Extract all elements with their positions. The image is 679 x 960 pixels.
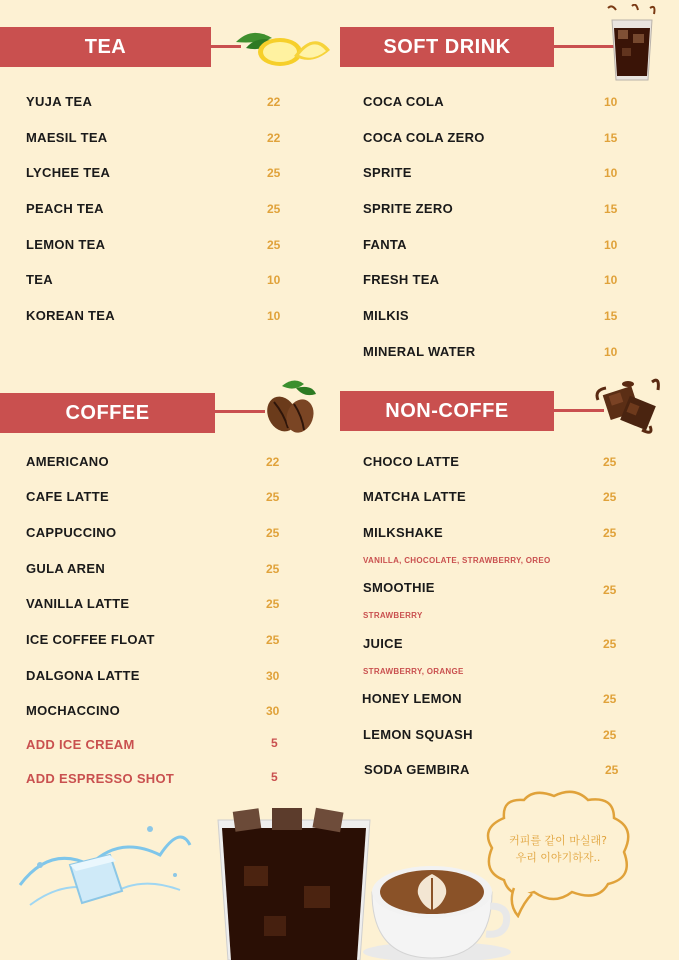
item-price: 22 bbox=[267, 95, 281, 109]
list-item: FANTA bbox=[363, 237, 407, 252]
list-item: PEACH TEA bbox=[26, 201, 104, 216]
item-price: 30 bbox=[266, 669, 280, 683]
item-price: 10 bbox=[604, 273, 618, 287]
speech-bubble-text bbox=[493, 832, 623, 866]
list-item: VANILLA LATTE bbox=[26, 596, 130, 611]
milkshake-flavors: VANILLA, CHOCOLATE, STRAWBERRY, OREO bbox=[363, 556, 551, 565]
cola-glass-icon bbox=[602, 4, 662, 84]
item-price: 15 bbox=[604, 309, 618, 323]
list-item: LEMON SQUASH bbox=[363, 727, 473, 742]
list-item: MOCHACCINO bbox=[26, 703, 120, 718]
item-price: 22 bbox=[266, 455, 280, 469]
list-item: CAPPUCCINO bbox=[26, 525, 117, 540]
list-item: MILKSHAKE bbox=[363, 525, 443, 540]
iced-coffee-icon bbox=[214, 806, 374, 960]
list-item: YUJA TEA bbox=[26, 94, 93, 109]
list-item: CAFE LATTE bbox=[26, 489, 109, 504]
non-coffee-banner bbox=[340, 391, 554, 431]
item-price: 10 bbox=[604, 166, 618, 180]
speech-bubble-line1: 커피를 같이 마실래? bbox=[509, 834, 607, 847]
soft-drink-banner bbox=[340, 27, 554, 67]
list-item: SMOOTHIE bbox=[363, 580, 435, 595]
list-item: SPRITE bbox=[363, 165, 412, 180]
list-item: MILKIS bbox=[363, 308, 409, 323]
item-price: 25 bbox=[603, 526, 617, 540]
item-price: 15 bbox=[604, 131, 618, 145]
item-price: 25 bbox=[266, 526, 280, 540]
chocolate-icon bbox=[592, 370, 664, 440]
list-item: LEMON TEA bbox=[26, 237, 106, 252]
item-price: 25 bbox=[267, 238, 281, 252]
item-price: 25 bbox=[603, 455, 617, 469]
list-item: COCA COLA ZERO bbox=[363, 130, 485, 145]
item-price: 10 bbox=[604, 238, 618, 252]
list-item: GULA AREN bbox=[26, 561, 106, 576]
item-price: 25 bbox=[266, 633, 280, 647]
addon-price: 5 bbox=[271, 736, 278, 750]
addon-item: ADD ICE CREAM bbox=[26, 737, 135, 752]
list-item: SODA GEMBIRA bbox=[364, 762, 470, 777]
coffee-beans-icon bbox=[260, 376, 320, 436]
list-item: HONEY LEMON bbox=[362, 691, 462, 706]
item-price: 22 bbox=[267, 131, 281, 145]
list-item: LYCHEE TEA bbox=[26, 165, 111, 180]
list-item: JUICE bbox=[363, 636, 403, 651]
coffee-title: COFFEE bbox=[65, 401, 150, 424]
item-price: 25 bbox=[603, 692, 617, 706]
list-item: FRESH TEA bbox=[363, 272, 440, 287]
list-item: CHOCO LATTE bbox=[363, 454, 460, 469]
non-coffee-title: NON-COFFE bbox=[385, 399, 509, 422]
list-item: ICE COFFEE FLOAT bbox=[26, 632, 155, 647]
item-price: 25 bbox=[267, 202, 281, 216]
item-price: 25 bbox=[605, 763, 619, 777]
list-item: MAESIL TEA bbox=[26, 130, 108, 145]
item-price: 25 bbox=[266, 490, 280, 504]
list-item: KOREAN TEA bbox=[26, 308, 115, 323]
item-price: 25 bbox=[603, 637, 617, 651]
addon-price: 5 bbox=[271, 770, 278, 784]
item-price: 10 bbox=[604, 345, 618, 359]
tea-title: TEA bbox=[84, 35, 127, 58]
item-price: 10 bbox=[604, 95, 618, 109]
lemon-icon bbox=[232, 24, 332, 70]
speech-bubble-line2: 우리 이야기하자.. bbox=[515, 851, 601, 864]
soft-drink-title: SOFT DRINK bbox=[383, 35, 511, 58]
item-price: 25 bbox=[603, 490, 617, 504]
list-item: AMERICANO bbox=[26, 454, 109, 469]
juice-flavors: STRAWBERRY, ORANGE bbox=[363, 667, 464, 676]
list-item: COCA COLA bbox=[363, 94, 444, 109]
ice-splash-icon bbox=[10, 815, 200, 925]
coffee-banner-line bbox=[215, 410, 265, 413]
list-item: DALGONA LATTE bbox=[26, 668, 140, 683]
list-item: TEA bbox=[26, 272, 53, 287]
item-price: 25 bbox=[603, 583, 617, 597]
item-price: 10 bbox=[267, 273, 281, 287]
addon-item: ADD ESPRESSO SHOT bbox=[26, 771, 175, 786]
item-price: 25 bbox=[266, 597, 280, 611]
item-price: 25 bbox=[267, 166, 281, 180]
coffee-banner bbox=[0, 393, 215, 433]
list-item: SPRITE ZERO bbox=[363, 201, 453, 216]
tea-banner bbox=[0, 27, 211, 67]
item-price: 30 bbox=[266, 704, 280, 718]
smoothie-flavors: STRAWBERRY bbox=[363, 611, 423, 620]
item-price: 10 bbox=[267, 309, 281, 323]
item-price: 15 bbox=[604, 202, 618, 216]
item-price: 25 bbox=[266, 562, 280, 576]
list-item: MATCHA LATTE bbox=[363, 489, 467, 504]
list-item: MINERAL WATER bbox=[363, 344, 476, 359]
item-price: 25 bbox=[603, 728, 617, 742]
